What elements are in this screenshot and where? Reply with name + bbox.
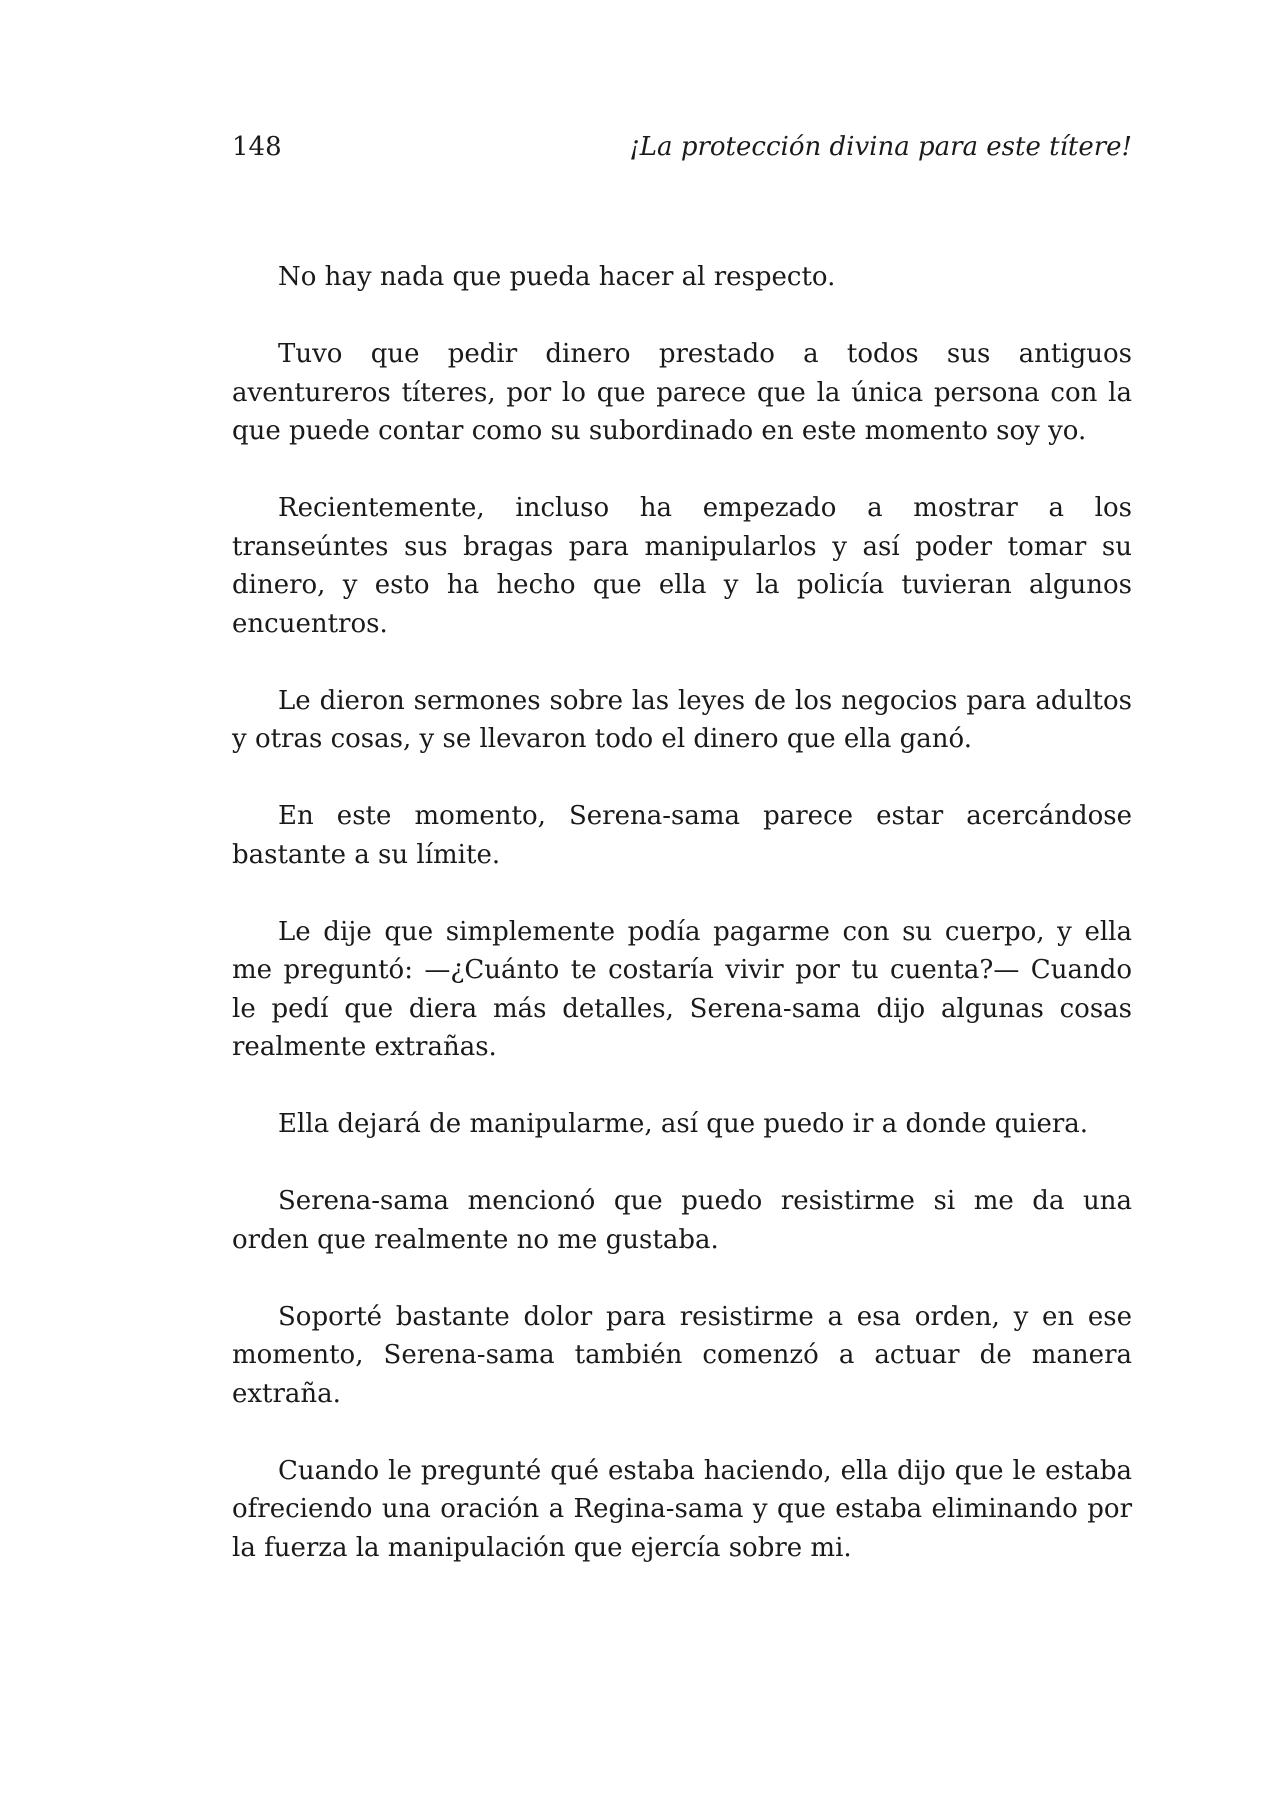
body-text <box>232 258 1132 1606</box>
paragraph: Soporté bastante dolor para resistirme a esa orden, y en ese momento, Serena-sama también comenzó a actuar de manera extraña. <box>232 1301 1132 1409</box>
running-header <box>232 132 1132 172</box>
paragraph: No hay nada que pueda hacer al respecto. <box>278 262 836 292</box>
paragraph: En este momento, Serena-sama parece estar acercándose bastante a su límite. <box>232 801 1132 870</box>
paragraph: Tuvo que pedir dinero prestado a todos sus antiguos aventureros títeres, por lo que parece que la única persona con la que puede contar como su subordinado en este momento soy yo. <box>232 339 1132 446</box>
paragraph: Le dieron sermones sobre las leyes de los negocios para adultos y otras cosas, y se llevaron todo el dinero que ella ganó. <box>232 685 1132 754</box>
paragraph: Recientemente, incluso ha empezado a mostrar a los transeúntes sus bragas para manipularlos y así poder tomar su dinero, y esto ha hecho que ella y la policía tuvieran algunos encuentros. <box>232 493 1132 639</box>
paragraph: Cuando le pregunté qué estaba haciendo, ella dijo que le estaba ofreciendo una oración a Regina-sama y que estaba eliminando por la fuerza la manipulación que ejercía sobre mi. <box>232 1455 1132 1563</box>
paragraph: Le dije que simplemente podía pagarme con su cuerpo, y ella me preguntó: —¿Cuánto te costaría vivir por tu cuenta?— Cuando le pedí que diera más detalles, Serena-sama dijo algunas cosas realmente extrañas. <box>232 916 1132 1062</box>
paragraph: Serena-sama mencionó que puedo resistirme si me da una orden que realmente no me gustaba. <box>232 1186 1132 1255</box>
paragraph: Ella dejará de manipularme, así que puedo ir a donde quiera. <box>278 1109 1089 1139</box>
book-page <box>232 0 1132 1807</box>
page-number: 148 <box>232 132 282 162</box>
book-title: ¡La protección divina para este títere! <box>629 132 1132 162</box>
